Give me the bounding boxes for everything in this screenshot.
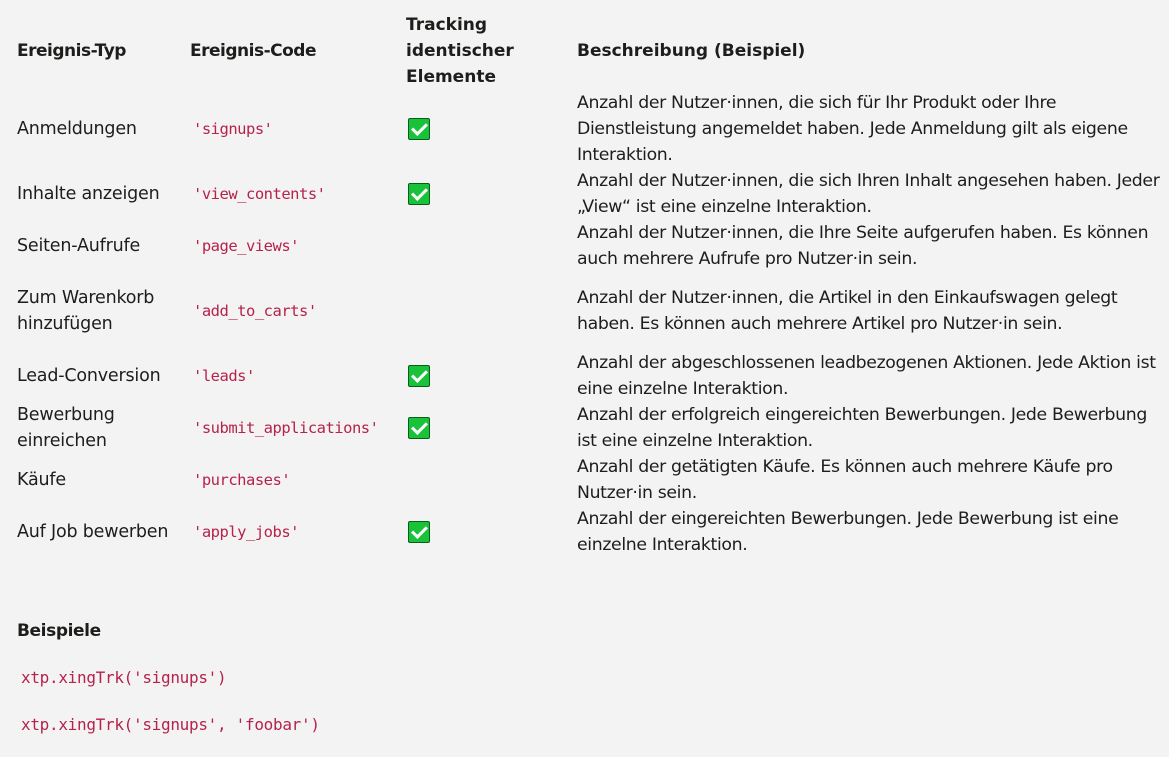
header-tracking bbox=[406, 12, 577, 90]
tracking-cell bbox=[406, 454, 577, 506]
event-description: Anzahl der getätigten Käufe. Es können auch mehrere Käufe pro Nutzer·in sein. bbox=[577, 457, 1113, 503]
tracking-cell bbox=[406, 272, 577, 350]
event-description: Anzahl der Nutzer·innen, die Artikel in den Einkaufswagen gelegt haben. Es können auch mehrere Artikel pro Nutzer·in sein. bbox=[577, 288, 1118, 334]
example-code-line: xtp.xingTrk('signups', 'foobar') bbox=[21, 715, 320, 734]
event-type: Auf Job bewerben bbox=[17, 522, 169, 542]
table-row bbox=[17, 350, 1169, 402]
table-row bbox=[17, 506, 1169, 558]
tracking-cell bbox=[406, 506, 577, 558]
examples-heading: Beispiele bbox=[17, 621, 101, 641]
event-code: 'leads' bbox=[193, 367, 255, 385]
event-description: Anzahl der eingereichten Bewerbungen. Jede Bewerbung ist eine einzelne Interaktion. bbox=[577, 509, 1119, 555]
event-type: Lead-Conversion bbox=[17, 366, 161, 386]
tracking-cell bbox=[406, 90, 577, 168]
event-code: 'apply_jobs' bbox=[193, 523, 299, 541]
table-row bbox=[17, 272, 1169, 350]
event-code: 'view_contents' bbox=[193, 185, 326, 203]
table-row bbox=[17, 220, 1169, 272]
tracking-cell bbox=[406, 168, 577, 220]
check-box-icon bbox=[408, 183, 430, 205]
table-row bbox=[17, 402, 1169, 454]
header-description: Beschreibung (Beispiel) bbox=[577, 41, 806, 61]
tracking-cell bbox=[406, 220, 577, 272]
event-type: Bewerbung einreichen bbox=[17, 405, 115, 451]
example-code-line: xtp.xingTrk('signups') bbox=[21, 668, 227, 687]
event-type: Inhalte anzeigen bbox=[17, 184, 160, 204]
event-description: Anzahl der Nutzer·innen, die sich für Ihr Produkt oder Ihre Dienstleistung angemeldet haben. Jede Anmeldung gilt als eigene Interaktion. bbox=[577, 93, 1128, 165]
event-description: Anzahl der Nutzer·innen, die sich Ihren Inhalt angesehen haben. Jeder „View“ ist eine einzelne Interaktion. bbox=[577, 171, 1160, 217]
header-event-code: Ereignis-Code bbox=[190, 41, 316, 61]
event-code: 'purchases' bbox=[193, 471, 291, 489]
header-event-type: Ereignis-Typ bbox=[17, 41, 126, 61]
check-box-icon bbox=[408, 417, 430, 439]
event-code: 'add_to_carts' bbox=[193, 302, 317, 320]
event-description: Anzahl der Nutzer·innen, die Ihre Seite aufgerufen haben. Es können auch mehrere Aufrufe pro Nutzer·in sein. bbox=[577, 223, 1149, 269]
header-tracking-line-2: identischer bbox=[406, 41, 514, 61]
tracking-cell bbox=[406, 350, 577, 402]
event-types-table bbox=[17, 12, 1169, 558]
event-type: Seiten-Aufrufe bbox=[17, 236, 141, 256]
event-description: Anzahl der abgeschlossenen leadbezogenen Aktionen. Jede Aktion ist eine einzelne Interaktion. bbox=[577, 353, 1156, 399]
event-code: 'signups' bbox=[193, 120, 273, 138]
check-box-icon bbox=[408, 365, 430, 387]
header-tracking-line-1: Tracking bbox=[406, 15, 488, 35]
event-type: Käufe bbox=[17, 470, 66, 490]
check-box-icon bbox=[408, 118, 430, 140]
event-type: Zum Warenkorb hinzufügen bbox=[17, 288, 155, 334]
header-tracking-line-3: Elemente bbox=[406, 67, 496, 87]
table-row bbox=[17, 168, 1169, 220]
event-code: 'page_views' bbox=[193, 237, 299, 255]
table-row bbox=[17, 454, 1169, 506]
table-row bbox=[17, 90, 1169, 168]
check-box-icon bbox=[408, 521, 430, 543]
event-code: 'submit_applications' bbox=[193, 419, 379, 437]
event-description: Anzahl der erfolgreich eingereichten Bewerbungen. Jede Bewerbung ist eine einzelne Interaktion. bbox=[577, 405, 1148, 451]
table-header-row bbox=[17, 12, 1169, 90]
event-type: Anmeldungen bbox=[17, 119, 137, 139]
tracking-cell bbox=[406, 402, 577, 454]
